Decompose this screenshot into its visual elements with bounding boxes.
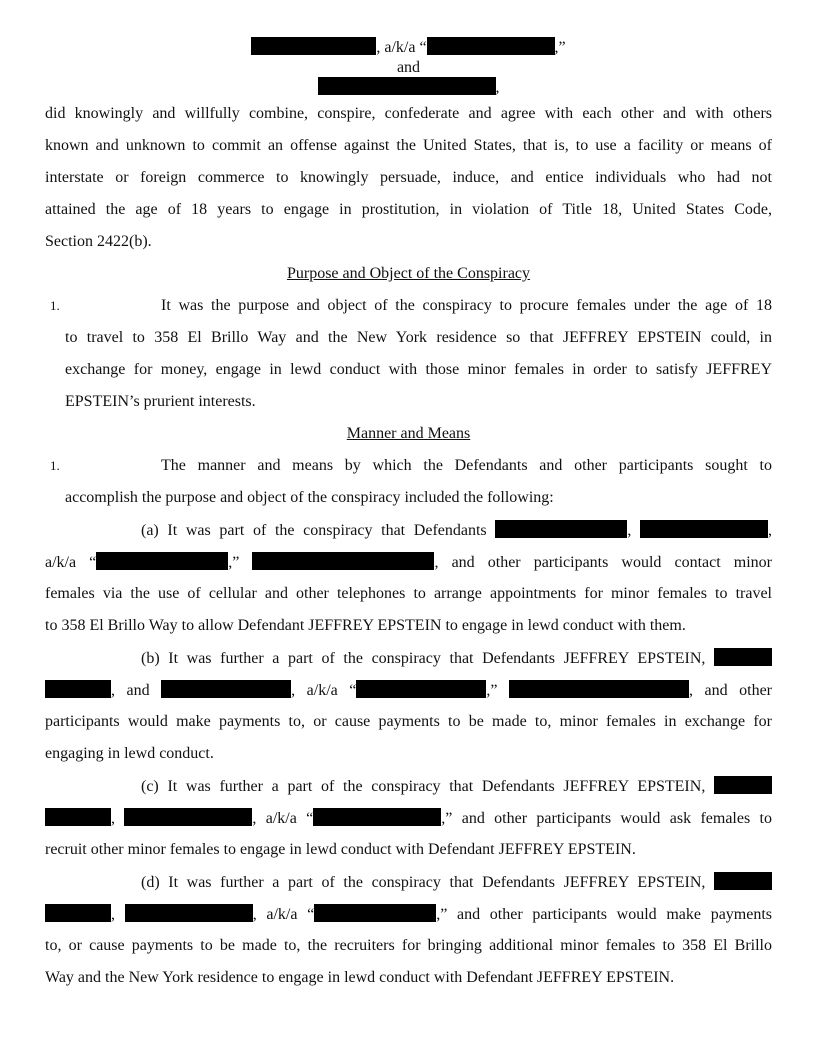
purpose-line: It was the purpose and object of the conspiracy to procure females under the age of 18 [161, 297, 772, 314]
redaction-block [45, 808, 111, 826]
header-and: and [396, 59, 421, 76]
header-line-aka [45, 37, 772, 58]
redaction-block [427, 37, 555, 55]
intro-line: interstate or foreign commerce to knowingly persuade, induce, and entice individuals who had not [45, 169, 772, 186]
para-b-line: engaging in lewd conduct. [45, 745, 214, 762]
para-a-line: females via the use of cellular and other telephones to arrange appointments for minor females to travel [45, 585, 772, 602]
redaction-block [161, 680, 291, 698]
para-c-line: , , a/k/a “ ,” and other participants would ask females to [45, 808, 772, 829]
manner-heading: Manner and Means [346, 425, 471, 442]
para-b-line: , and , a/k/a “ ,” , and other [45, 680, 772, 701]
redaction-block [714, 648, 772, 666]
header-aka: , a/k/a “ [376, 39, 427, 56]
header-line-third [45, 77, 772, 98]
purpose-line: exchange for money, engage in lewd conduct with those minor females in order to satisfy JEFFREY [65, 361, 772, 378]
para-b-line: (b) It was further a part of the conspiracy that Defendants JEFFREY EPSTEIN, [141, 648, 772, 669]
intro-line: Section 2422(b). [45, 233, 152, 250]
redaction-block [314, 904, 436, 922]
redaction-block [45, 904, 111, 922]
para-c-line: recruit other minor females to engage in lewd conduct with Defendant JEFFREY EPSTEIN. [45, 841, 636, 858]
header-comma: , [495, 79, 500, 96]
purpose-line: to travel to 358 El Brillo Way and the New York residence so that JEFFREY EPSTEIN could, in [65, 329, 772, 346]
para-a-line: to 358 El Brillo Way to allow Defendant JEFFREY EPSTEIN to engage in lewd conduct with them. [45, 617, 686, 634]
redaction-block [45, 680, 111, 698]
manner-line: The manner and means by which the Defendants and other participants sought to [161, 457, 772, 474]
para-d-line: to, or cause payments to be made to, the recruiters for bringing additional minor females to 358 El Brillo [45, 937, 772, 954]
redaction-block [125, 904, 253, 922]
purpose-line: EPSTEIN’s prurient interests. [65, 393, 256, 410]
para-c-line: (c) It was further a part of the conspiracy that Defendants JEFFREY EPSTEIN, [141, 776, 772, 797]
para-d-line: (d) It was further a part of the conspiracy that Defendants JEFFREY EPSTEIN, [141, 872, 772, 893]
redaction-block [96, 552, 228, 570]
para-b-line: participants would make payments to, or cause payments to be made to, minor females in exchange for [45, 713, 772, 730]
redaction-block [318, 77, 496, 95]
para-d-line: , , a/k/a “ ,” and other participants would make payments [45, 904, 772, 925]
para-d-line: Way and the New York residence to engage in lewd conduct with Defendant JEFFREY EPSTEIN. [45, 969, 675, 986]
redaction-block [252, 552, 434, 570]
redaction-block [251, 37, 376, 55]
redaction-block [714, 872, 772, 890]
redaction-block [495, 520, 627, 538]
manner-line: accomplish the purpose and object of the conspiracy included the following: [65, 489, 554, 506]
redaction-block [714, 776, 772, 794]
redaction-block [356, 680, 486, 698]
redaction-block [313, 808, 441, 826]
purpose-heading: Purpose and Object of the Conspiracy [286, 265, 531, 282]
intro-line: did knowingly and willfully combine, conspire, confederate and agree with each other and with others [45, 105, 772, 122]
purpose-number: 1. [50, 298, 60, 313]
redaction-block [640, 520, 768, 538]
redaction-block [509, 680, 689, 698]
intro-line: attained the age of 18 years to engage in prostitution, in violation of Title 18, United States Code, [45, 201, 772, 218]
redaction-block [124, 808, 252, 826]
header-close-quote: ,” [554, 39, 566, 56]
intro-line: known and unknown to commit an offense against the United States, that is, to use a facility or means of [45, 137, 772, 154]
manner-number: 1. [50, 458, 60, 473]
para-a-line: (a) It was part of the conspiracy that Defendants , , [141, 522, 773, 539]
para-a-line: a/k/a “ ,” , and other participants would contact minor [45, 554, 773, 571]
